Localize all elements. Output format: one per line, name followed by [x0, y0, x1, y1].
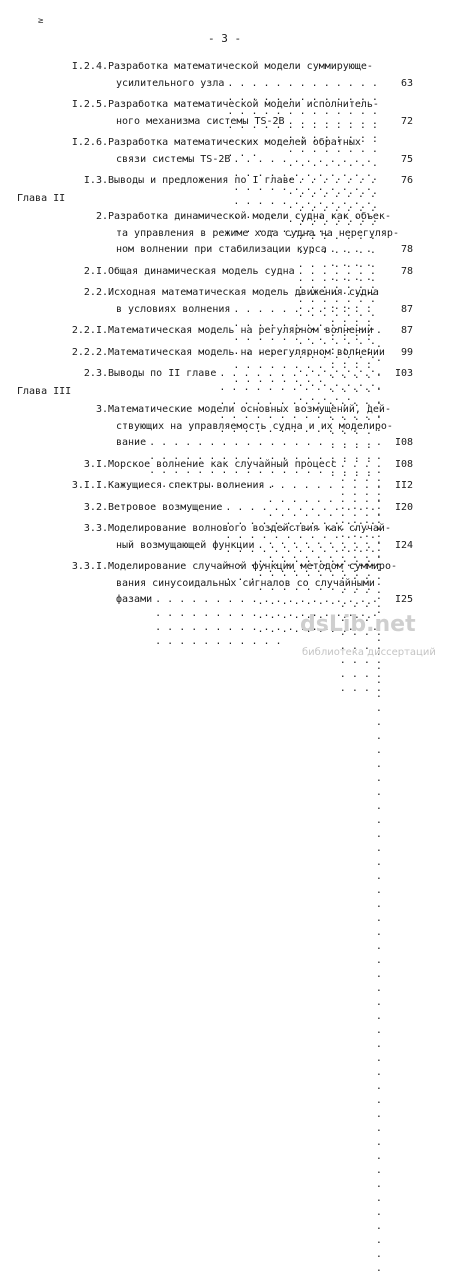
- toc-entry-text: фазами: [116, 594, 153, 605]
- toc-entry-page: 78: [400, 244, 413, 255]
- toc-entry-page: I08: [394, 458, 413, 470]
- toc-entry-text: Исходная математическая модель движения судна: [108, 287, 379, 298]
- toc-entry-number: I.2.6.: [71, 137, 108, 148]
- toc-entry-number: 2.2.2.: [71, 346, 108, 358]
- page-number: - 3 -: [208, 32, 242, 45]
- toc-entry-text: Математическая модель на регулярном волнении: [108, 325, 373, 336]
- toc-entry-text: Кажущиеся спектры волнения: [108, 480, 265, 491]
- toc-entry-text: Разработка математических моделей обратных: [108, 137, 361, 148]
- watermark: [300, 612, 450, 668]
- toc-entry-page: 99: [400, 346, 413, 358]
- toc-entry-text: усилительного узла: [116, 77, 225, 89]
- toc-entry-text: ного механизма системы TS-2В: [116, 115, 285, 127]
- toc-entry-page: I08: [394, 437, 413, 448]
- corner-mark: ≥: [38, 16, 44, 26]
- toc-entry-number: 2.: [95, 211, 108, 222]
- toc-entry-page: 87: [400, 325, 413, 336]
- toc-entry-number: 2.2.I.: [71, 325, 108, 336]
- toc-entry-text: ном волнении при стабилизации курса: [116, 244, 327, 255]
- toc-entry-page: II2: [394, 480, 413, 491]
- toc-entry-page: 87: [400, 303, 413, 315]
- toc-entry-text: Разработка динамической модели судна как объек-: [108, 211, 391, 222]
- toc-entry-text: в условиях волнения: [116, 303, 231, 315]
- toc-entry-number: 3.2.: [83, 501, 108, 513]
- toc-entry-text: Выводы по II главе: [108, 368, 217, 379]
- toc-entry-text: Морское волнение как случайный процесс: [108, 458, 337, 470]
- toc-entry-text: Разработка математической модели суммирующе-: [108, 61, 373, 72]
- chapter-heading: Глава III: [17, 385, 72, 397]
- toc-entry-page: 75: [400, 153, 413, 165]
- toc-entry-text: Разработка математической модели исполнитель-: [108, 99, 379, 110]
- watermark-subtitle: библиотека диссертаций: [302, 647, 436, 658]
- toc-entry-number: 3.3.I.: [71, 561, 108, 572]
- toc-entry-text: вания синусоидальных сигналов со случайными: [116, 577, 375, 589]
- toc-entry-page: 72: [400, 115, 413, 127]
- toc-entry-number: 2.3.: [83, 368, 108, 379]
- toc-entry-text: Математическая модель на нерегулярном волнении: [108, 346, 385, 358]
- toc-entry-number: 2.2.: [83, 287, 108, 298]
- toc-entry-number: I.2.4.: [71, 61, 108, 72]
- toc-entry-text: Ветровое возмущение: [108, 501, 223, 513]
- toc-entry-text: Математические модели основных возмущений, дей-: [108, 404, 391, 415]
- toc-entry-text: та управления в режиме хода судна на нерегуляр-: [116, 227, 399, 239]
- toc-entry-text: Моделирование волнового воздействия как случай-: [108, 523, 391, 534]
- toc-entry-number: 3.I.I.: [71, 480, 108, 491]
- toc-entry-page: 78: [400, 265, 413, 277]
- toc-entry-text: ствующих на управляемость судна и их моделиро-: [116, 420, 393, 432]
- toc-entry-page: 63: [400, 77, 413, 89]
- toc-entry-text: ный возмущающей функции: [116, 539, 255, 551]
- toc-entry-number: I.3.: [83, 175, 108, 186]
- toc-entry-text: Общая динамическая модель судна: [108, 265, 295, 277]
- toc-entry-number: 3.I.: [83, 458, 108, 470]
- toc-entry-page: I24: [394, 539, 413, 551]
- toc-entry-text: вание: [116, 437, 147, 448]
- toc-entry-number: 3.: [95, 404, 108, 415]
- toc-entry-text: Выводы и предложения по I главе: [108, 175, 295, 186]
- toc-entry-text: Моделирование случайной функции методом суммиро-: [108, 561, 397, 572]
- toc-entry-number: 3.3.: [83, 523, 108, 534]
- toc-entry-page: 76: [400, 175, 413, 186]
- toc-entry-number: I.2.5.: [71, 99, 108, 110]
- toc-entry-text: связи системы TS-2В: [116, 153, 231, 165]
- toc-entry-page: I20: [394, 501, 413, 513]
- chapter-heading: Глава II: [17, 192, 66, 204]
- toc-entry-page: I03: [394, 368, 413, 379]
- toc-entry-number: 2.I.: [83, 265, 108, 277]
- watermark-logo: dsLib.net: [300, 612, 416, 637]
- toc-entry-page: I25: [394, 594, 413, 605]
